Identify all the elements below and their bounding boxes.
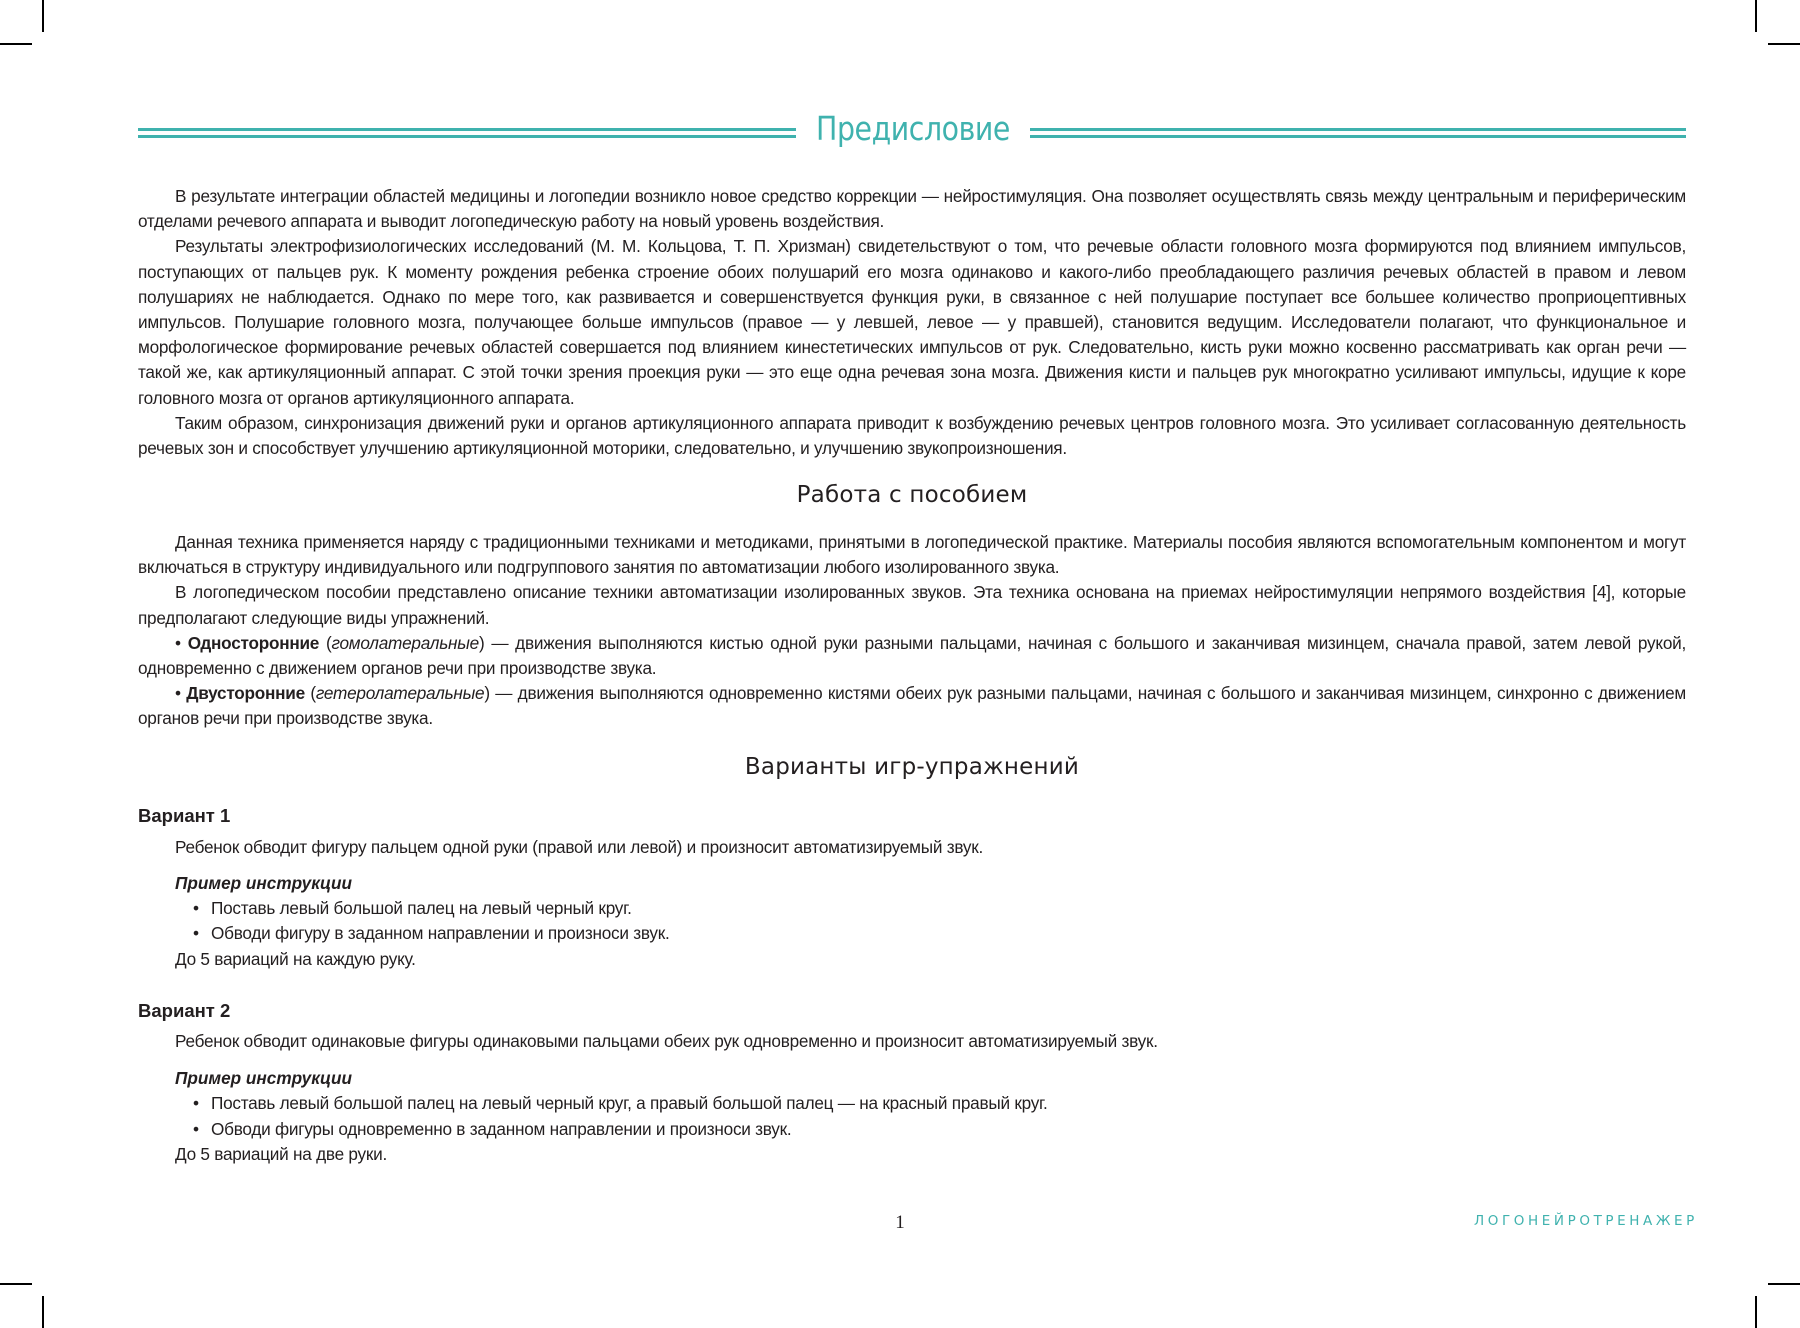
working-paragraph-2: В логопедическом пособии представлено описание техники автоматизации изолированных звуков. Эта техника основана на приемах нейростимуляции непрямого воздействия [4], которые предполагают следующие виды упражнений. bbox=[138, 582, 1686, 628]
title-divider-right bbox=[1030, 128, 1686, 138]
bullet-icon: • bbox=[193, 1119, 199, 1139]
working-paragraph-1: Данная техника применяется наряду с традиционными техниками и методиками, принятыми в логопедической практике. Материалы пособия являются вспомогательным компонентом и могут включаться в структуру индивидуального или подгруппового занятия по автоматизации любого изолированного звука. bbox=[138, 532, 1686, 578]
bullet-icon: • bbox=[193, 898, 199, 918]
page-title: Предисловие bbox=[816, 109, 1010, 148]
crop-mark-bottom-right-horizontal bbox=[1768, 1283, 1800, 1285]
crop-mark-top-right-vertical bbox=[1755, 0, 1757, 32]
variant-1-description: Ребенок обводит фигуру пальцем одной руки (правой или левой) и произносит автоматизируемый звук. bbox=[175, 837, 983, 857]
variant-2-step-2: • Обводи фигуры одновременно в заданном направлении и произноси звук. bbox=[193, 1119, 792, 1139]
type-description: — движения выполняются одновременно кистями обеих рук разными пальцами, начиная с большого и заканчивая мизинцем, синхронно с движением органов речи при производстве звука. bbox=[138, 683, 1687, 729]
bullet-icon: • bbox=[193, 1093, 199, 1113]
preface-paragraph-1: В результате интеграции областей медицины и логопедии возникло новое средство коррекции — нейростимуляция. Она позволяет осуществлять связь между центральным и периферическим отделами речевого аппарата и выводит логопедическую работу на новый уровень воздействия. bbox=[138, 186, 1686, 232]
variant-1-example-label: Пример инструкции bbox=[175, 873, 353, 893]
crop-mark-bottom-left-vertical bbox=[42, 1296, 44, 1328]
bullet-icon: • bbox=[193, 923, 199, 943]
type-latin: гетеролатеральные bbox=[315, 683, 485, 704]
variant-2-title: Вариант 2 bbox=[138, 1000, 231, 1021]
variant-2-step-1: • Поставь левый большой палец на левый черный круг, а правый большой палец — на красный правый круг. bbox=[193, 1093, 1048, 1113]
variant-1-step-1: • Поставь левый большой палец на левый черный круг. bbox=[193, 898, 632, 918]
variant-1-note: До 5 вариаций на каждую руку. bbox=[175, 949, 416, 969]
crop-mark-top-left-vertical bbox=[42, 0, 44, 32]
crop-mark-top-left-horizontal bbox=[0, 43, 32, 45]
section-heading-working: Работа с пособием bbox=[796, 482, 1028, 508]
preface-paragraph-3: Таким образом, синхронизация движений руки и органов артикуляционного аппарата приводит к возбуждению речевых центров головного мозга. Это усиливает согласованную деятельность речевых зон и способствует улучшению артикуляционной моторики, следовательно, и улучшению звукопроизношения. bbox=[138, 412, 1686, 459]
title-divider-left bbox=[138, 128, 796, 138]
variant-1-title: Вариант 1 bbox=[138, 805, 231, 826]
type-description: — движения выполняются кистью одной руки разными пальцами, начиная с большого и заканчивая мизинцем, сначала правой, затем левой рукой, одновременно с движением органов речи при производстве звука. bbox=[138, 632, 1687, 679]
exercise-type-unilateral: • Односторонние (гомолатеральные) — движения выполняются кистью одной руки разными пальцами, начиная с большого и заканчивая мизинцем, сначала правой, затем левой рукой, одновременно с движением органов речи при производстве звука. bbox=[138, 632, 1687, 679]
page-number: 1 bbox=[895, 1212, 905, 1233]
bullet-icon: • bbox=[175, 683, 181, 704]
crop-mark-bottom-left-horizontal bbox=[0, 1283, 32, 1285]
variant-2-description: Ребенок обводит одинаковые фигуры одинаковыми пальцами обеих рук одновременно и произносит автоматизируемый звук. bbox=[175, 1031, 1158, 1051]
variant-2-example-label: Пример инструкции bbox=[175, 1068, 353, 1088]
type-term: Односторонние bbox=[187, 632, 320, 653]
type-term: Двусторонние bbox=[186, 683, 305, 704]
preface-section bbox=[138, 184, 1686, 461]
exercise-type-bilateral: • Двусторонние (гетеролатеральные) — движения выполняются одновременно кистями обеих рук разными пальцами, начиная с большого и заканчивая мизинцем, синхронно с движением органов речи при производстве звука. bbox=[138, 683, 1687, 729]
preface-paragraph-2: Результаты электрофизиологических исследований (М. М. Кольцова, Т. П. Хризман) свидетельствуют о том, что речевые области головного мозга формируются под влиянием импульсов, поступающих от пальцев рук. К моменту рождения ребенка строение обоих полушарий его мозга одинаково и какого-либо преобладающего различия речевых областей в правом и левом полушариях не наблюдается. Однако по мере того, как развивается и совершенствуется функция руки, в связанное с ней полушарие поступает все большее количество проприоцептивных импульсов. Полушарие головного мозга, получающее больше импульсов (правое — у левшей, левое — у правшей), становится ведущим. Исследователи полагают, что функциональное и морфологическое формирование речевых областей совершается под влиянием кинестетических импульсов от рук. Следовательно, кисть руки можно косвенно рассматривать как орган речи — такой же, как артикуляционный аппарат. С этой точки зрения проекция руки — это еще одна речевая зона мозга. Движения кисти и пальцев рук многократно усиливают импульсы, идущие к коре головного мозга от органов артикуляционного аппарата. bbox=[138, 236, 1686, 408]
working-section bbox=[138, 530, 1686, 732]
type-latin: гомолатеральные bbox=[331, 632, 479, 653]
section-heading-variants: Варианты игр-упражнений bbox=[744, 754, 1080, 780]
crop-mark-top-right-horizontal bbox=[1768, 43, 1800, 45]
page-title-row bbox=[138, 108, 1686, 150]
footer-brand: ЛОГОНЕЙРОТРЕНАЖЕР bbox=[1474, 1213, 1698, 1229]
crop-mark-bottom-right-vertical bbox=[1755, 1296, 1757, 1328]
variant-2-note: До 5 вариаций на две руки. bbox=[175, 1144, 388, 1164]
variant-1-step-2: • Обводи фигуру в заданном направлении и произноси звук. bbox=[193, 923, 670, 943]
bullet-icon: • bbox=[175, 632, 181, 653]
